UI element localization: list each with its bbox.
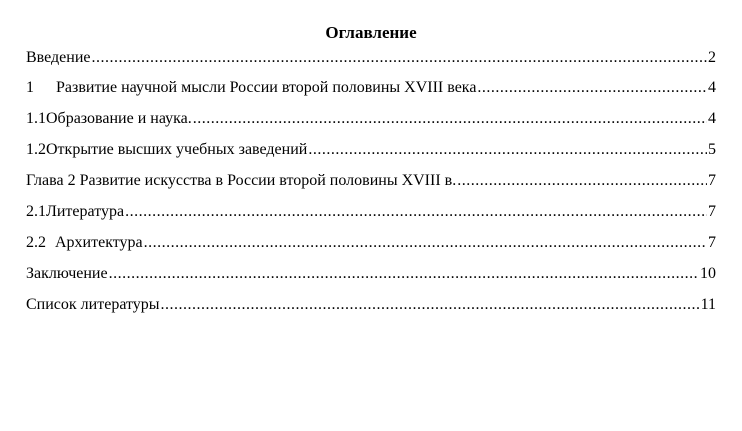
dot-leader xyxy=(125,196,707,227)
toc-entry-introduction[interactable] xyxy=(26,44,716,72)
dot-leader xyxy=(92,44,708,72)
toc-entry-page-number: 4 xyxy=(708,79,716,96)
toc-entry-text: Образование и наука. xyxy=(46,110,192,127)
toc-entry-number: 2.1 xyxy=(26,203,46,220)
dot-leader xyxy=(308,134,707,165)
dot-leader xyxy=(109,258,699,289)
toc-entry-text: Литература xyxy=(46,203,125,220)
table-of-contents xyxy=(26,22,716,320)
toc-entry-chapter-1[interactable] xyxy=(26,72,716,103)
toc-entry-page-number: 11 xyxy=(700,296,716,313)
toc-entry-page-number: 7 xyxy=(708,172,716,189)
toc-entry-number: 1.1 xyxy=(26,110,46,127)
toc-entry-page-number: 7 xyxy=(708,234,716,251)
dot-leader xyxy=(477,72,707,103)
toc-entry-text: Открытие высших учебных заведений xyxy=(46,141,308,158)
toc-entry-chapter-2[interactable] xyxy=(26,165,716,196)
toc-entry-text: Введение xyxy=(26,49,91,66)
dot-leader xyxy=(193,103,707,134)
toc-entry-text: Глава 2 Развитие искусства в России второй половины XVIII в. xyxy=(26,172,457,189)
dot-leader xyxy=(144,227,707,258)
dot-leader xyxy=(457,165,707,196)
toc-entry-number: 1.2 xyxy=(26,141,46,158)
toc-entry-section-2-2[interactable] xyxy=(26,227,716,258)
toc-entry-number: 1 xyxy=(26,79,34,96)
toc-entry-page-number: 4 xyxy=(708,110,716,127)
toc-entry-text: Список литературы xyxy=(26,296,160,313)
toc-entry-page-number: 10 xyxy=(700,265,716,282)
toc-entry-section-1-2[interactable] xyxy=(26,134,716,165)
toc-entry-page-number: 5 xyxy=(708,141,716,158)
dot-leader xyxy=(161,289,700,320)
toc-entry-conclusion[interactable] xyxy=(26,258,716,289)
toc-entry-text: Развитие научной мысли России второй половины XVIII века xyxy=(56,79,477,96)
toc-entry-section-1-1[interactable] xyxy=(26,103,716,134)
toc-entry-text: Заключение xyxy=(26,265,108,282)
toc-entry-number: 2.2 xyxy=(26,234,46,251)
toc-entry-bibliography[interactable] xyxy=(26,289,716,320)
toc-title: Оглавление xyxy=(325,23,417,42)
toc-entry-page-number: 2 xyxy=(708,49,716,66)
toc-entry-text: Архитектура xyxy=(55,234,143,251)
toc-entry-section-2-1[interactable] xyxy=(26,196,716,227)
toc-entry-page-number: 7 xyxy=(708,203,716,220)
toc-entry-list xyxy=(26,44,716,320)
